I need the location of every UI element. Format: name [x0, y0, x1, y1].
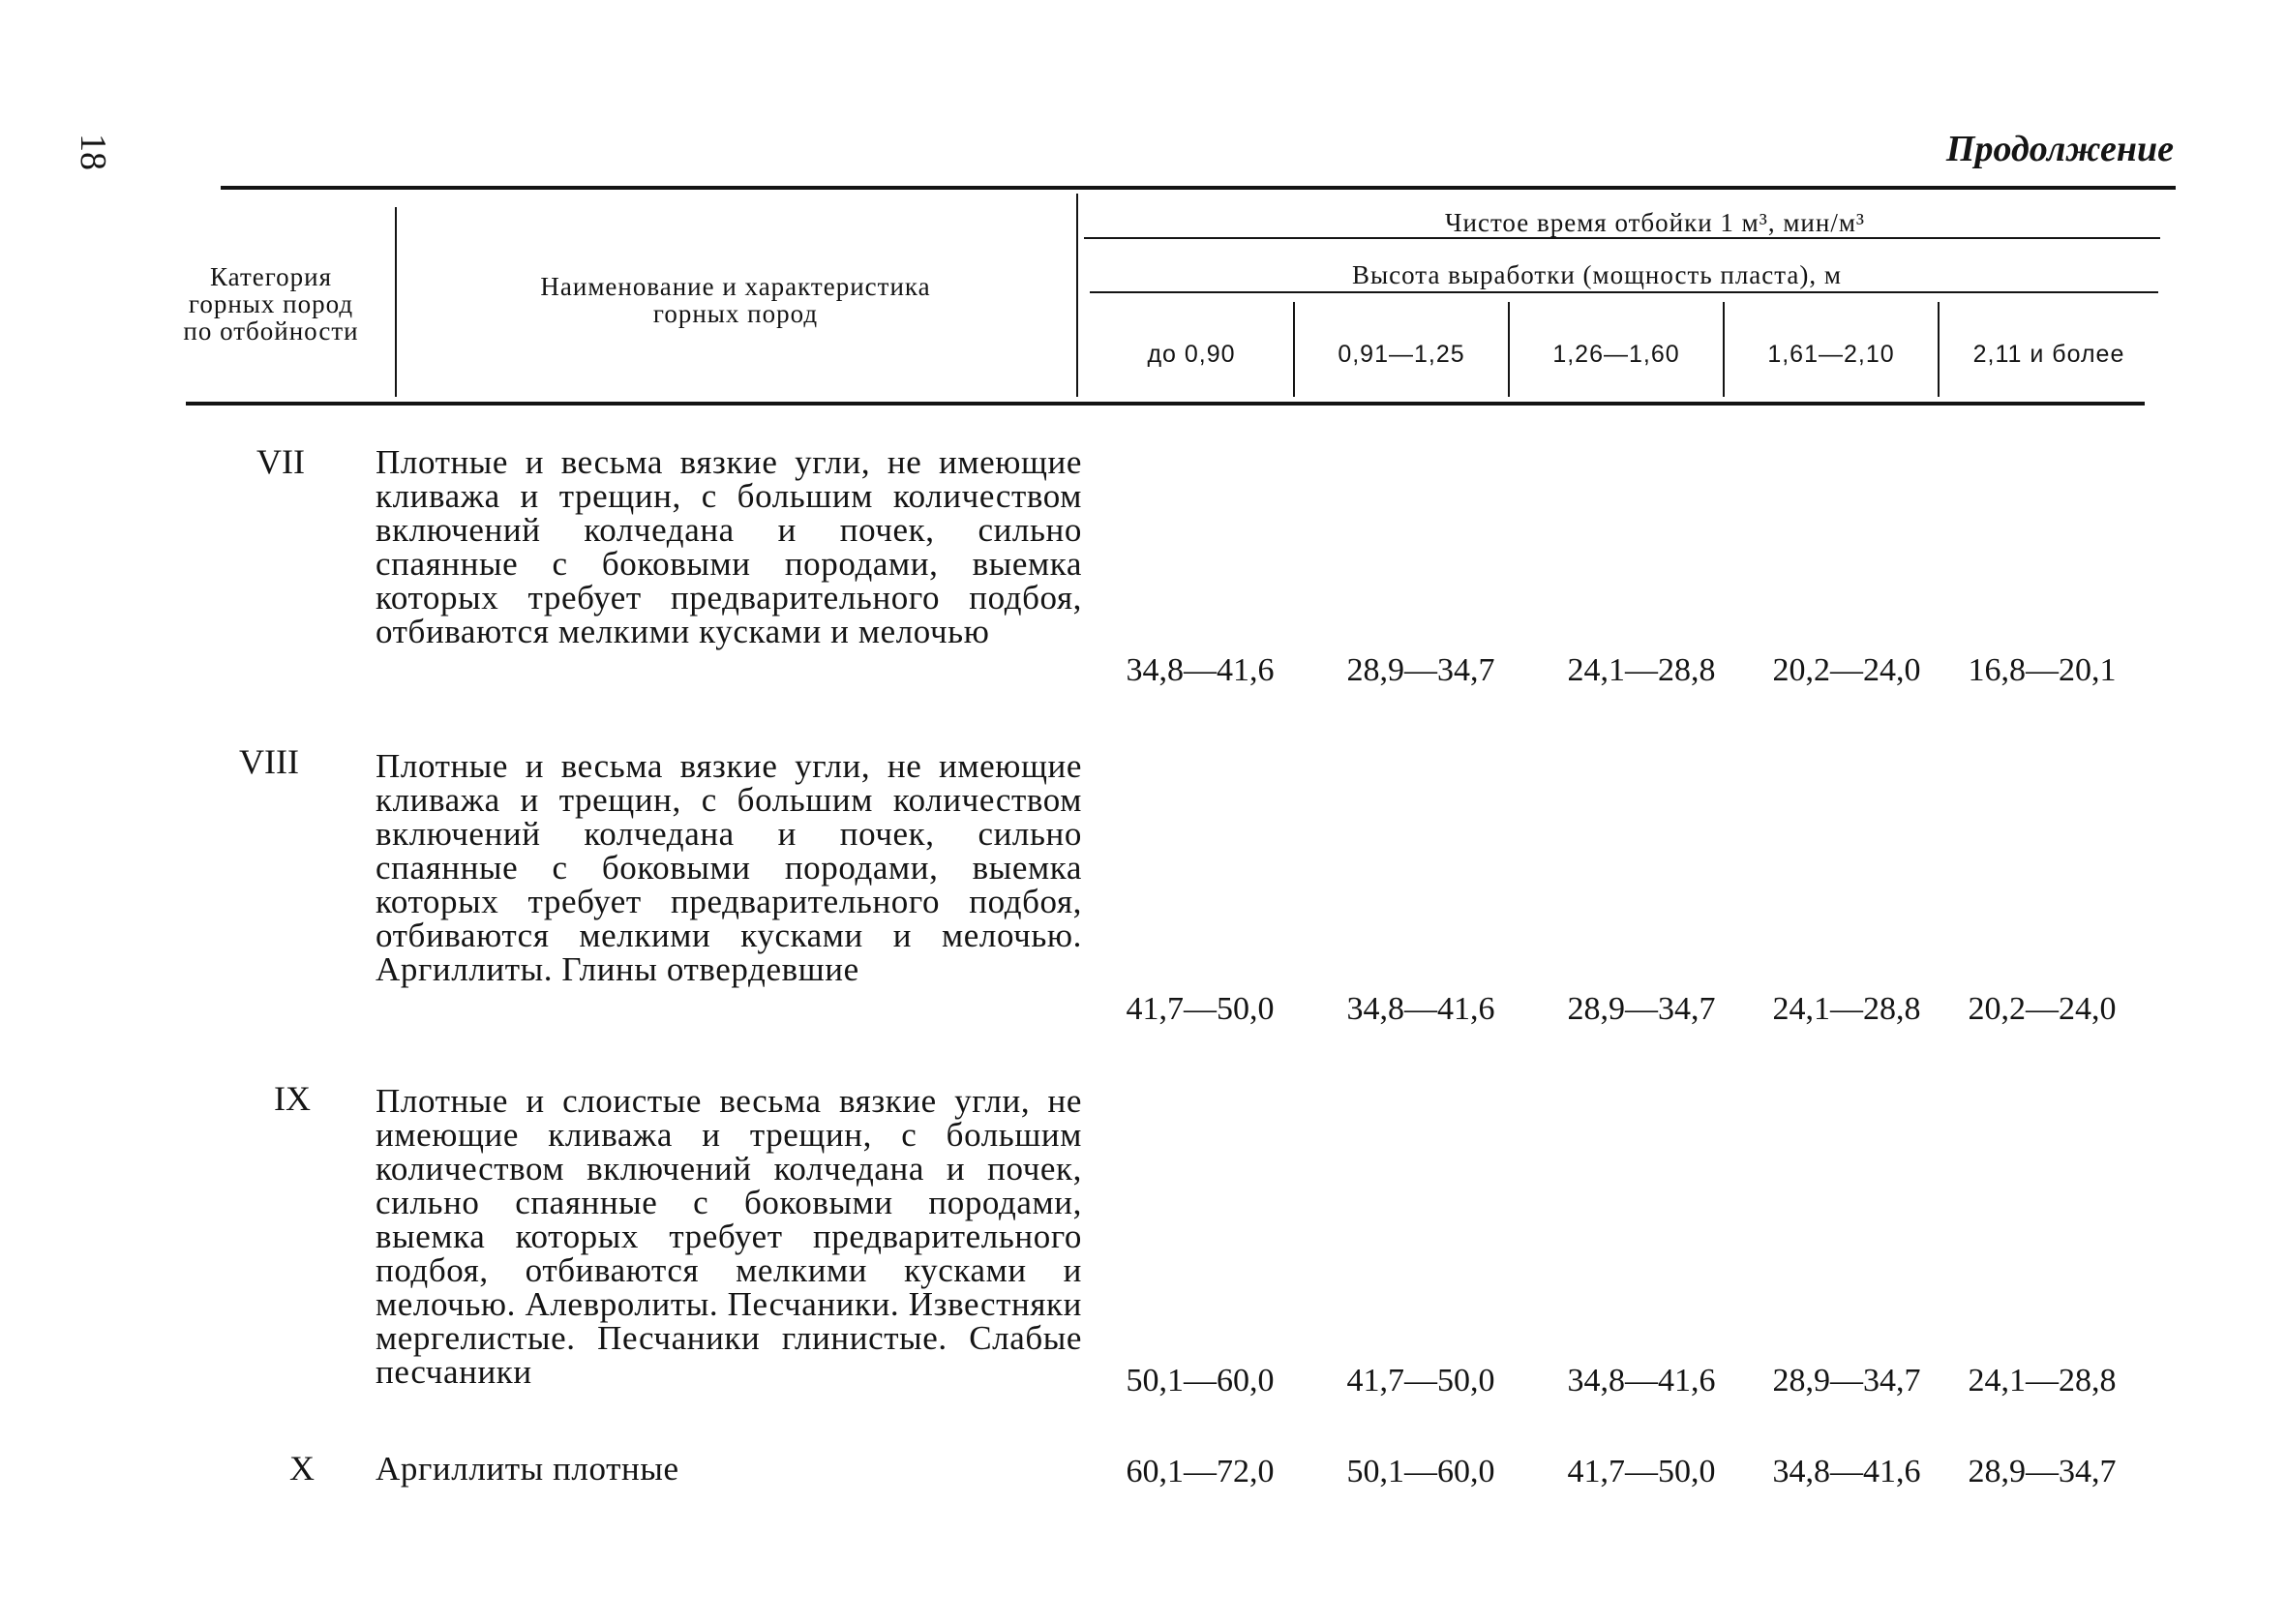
row-vii-value-1: 34,8—41,6 [1126, 652, 1275, 688]
category-header [155, 263, 387, 345]
row-x-description: Аргиллиты плотные [376, 1450, 679, 1488]
range-divider-3 [1723, 302, 1725, 397]
range-header-4: 1,61—2,10 [1767, 341, 1895, 368]
name-header [426, 273, 1045, 327]
height-group-rule [1090, 291, 2158, 293]
time-group-header: Чистое время отбойки 1 м³, мин/м³ [1444, 208, 1866, 237]
row-vii-value-2: 28,9—34,7 [1346, 652, 1495, 688]
continuation-label: Продолжение [1945, 129, 2174, 169]
header-divider-1 [395, 207, 397, 397]
range-header-1: до 0,90 [1147, 341, 1236, 368]
range-header-2: 0,91—1,25 [1338, 341, 1465, 368]
name-header-line-1: Наименование и характеристика [540, 272, 931, 301]
range-header-3: 1,26—1,60 [1552, 341, 1680, 368]
row-viii-value-2: 34,8—41,6 [1346, 991, 1495, 1027]
row-viii-description: Плотные и весьма вязкие угли, не имеющие кливажа и трещин, с большим количеством включений колчедана и почек, сильно спаянные с боковыми породами, выемка которых требует предварительного подбоя, отбиваются мелкими кусками и мелочью. Аргиллиты. Глины отвердевшие [376, 747, 1082, 988]
category-header-line-3: по отбойности [183, 316, 359, 346]
time-group-rule [1084, 237, 2160, 239]
row-vii-category: VII [256, 442, 305, 481]
header-divider-2 [1076, 194, 1078, 397]
row-x-category: X [289, 1449, 315, 1488]
height-group-header: Высота выработки (мощность пласта), м [1352, 260, 1842, 289]
range-divider-4 [1938, 302, 1940, 397]
row-x-value-1: 60,1—72,0 [1126, 1454, 1275, 1489]
row-ix-value-4: 28,9—34,7 [1772, 1363, 1921, 1398]
range-divider-2 [1508, 302, 1510, 397]
table-top-rule [221, 186, 2176, 190]
row-viii-value-3: 28,9—34,7 [1567, 991, 1716, 1027]
header-bottom-rule [186, 402, 2145, 406]
range-divider-1 [1293, 302, 1295, 397]
row-x-value-5: 28,9—34,7 [1968, 1454, 2117, 1489]
row-x-value-4: 34,8—41,6 [1772, 1454, 1921, 1489]
row-viii-category: VIII [239, 742, 299, 781]
row-vii-value-5: 16,8—20,1 [1968, 652, 2117, 688]
row-x-value-3: 41,7—50,0 [1567, 1454, 1716, 1489]
row-viii-value-4: 24,1—28,8 [1772, 991, 1921, 1027]
row-viii-value-5: 20,2—24,0 [1968, 991, 2117, 1027]
row-vii-description: Плотные и весьма вязкие угли, не имеющие кливажа и трещин, с большим количеством включений колчедана и почек, сильно спаянные с боковыми породами, выемка которых требует предварительного подбоя, отбиваются мелкими кусками и мелочью [376, 443, 1082, 650]
row-x-value-2: 50,1—60,0 [1346, 1454, 1495, 1489]
category-header-line-1: Категория [210, 262, 332, 291]
name-header-line-2: горных пород [652, 299, 819, 328]
row-vii-value-4: 20,2—24,0 [1772, 652, 1921, 688]
category-header-line-2: горных пород [188, 289, 354, 318]
row-vii-value-3: 24,1—28,8 [1567, 652, 1716, 688]
row-viii-value-1: 41,7—50,0 [1126, 991, 1275, 1027]
row-ix-value-3: 34,8—41,6 [1567, 1363, 1716, 1398]
row-ix-category: IX [274, 1079, 311, 1118]
page-number: 18 [73, 134, 113, 170]
row-ix-description: Плотные и слоистые весьма вязкие угли, не имеющие кливажа и трещин, с большим количеством включений колчедана и почек, сильно спаянные с боковыми породами, выемка которых требует предварительного подбоя, отбиваются мелкими кусками и мелочью. Алевролиты. Песчаники. Известняки мергелистые. Песчаники глинистые. Слабые песчаники [376, 1082, 1082, 1391]
row-ix-value-5: 24,1—28,8 [1968, 1363, 2117, 1398]
row-ix-value-2: 41,7—50,0 [1346, 1363, 1495, 1398]
range-header-5: 2,11 и более [1972, 341, 2125, 368]
row-ix-value-1: 50,1—60,0 [1126, 1363, 1275, 1398]
